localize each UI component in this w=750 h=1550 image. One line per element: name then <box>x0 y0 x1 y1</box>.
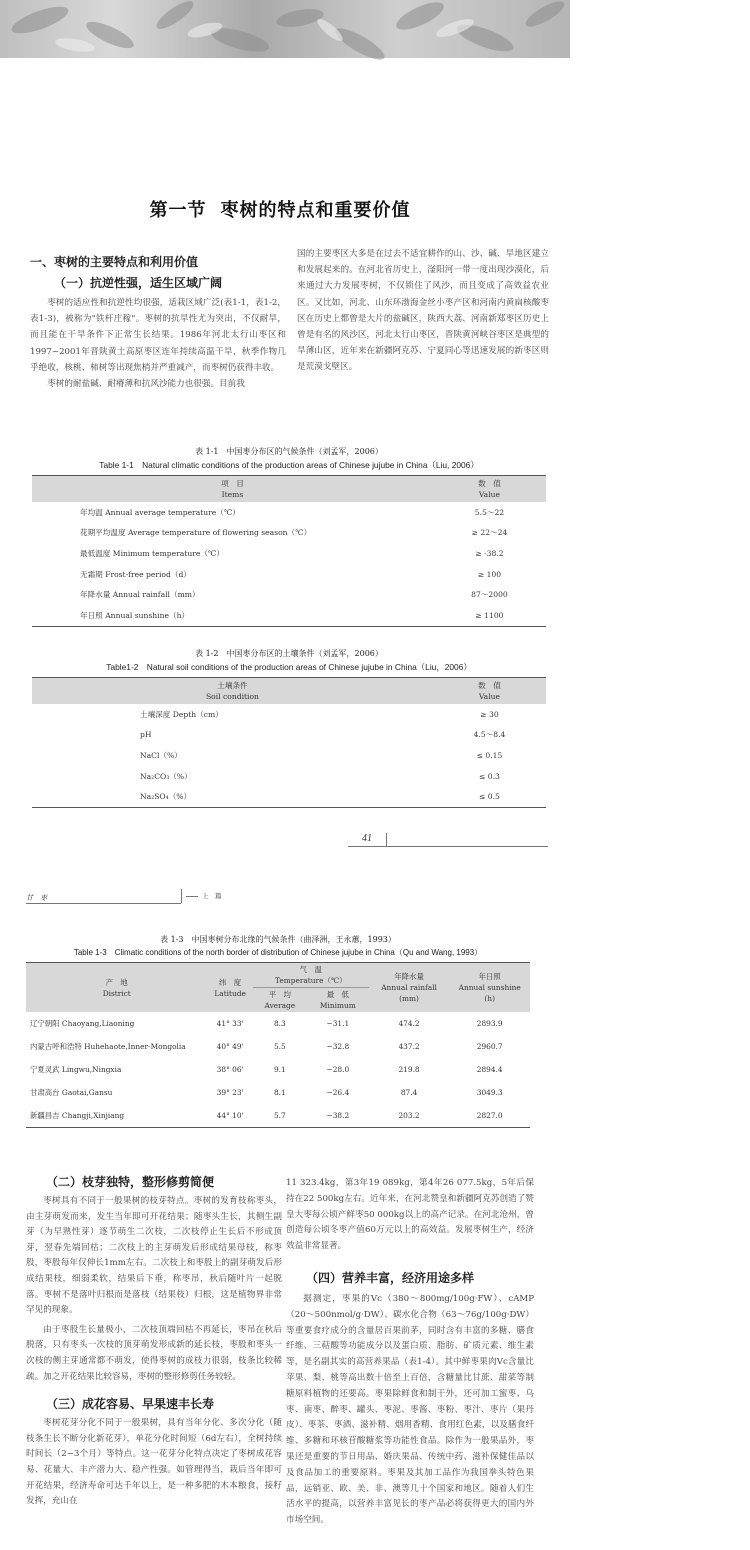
table-row: 无霜期 Frost-free period（d） ≥ 100 <box>80 569 502 579</box>
soil-table <box>32 678 546 807</box>
table-1-3 <box>26 934 530 1128</box>
column-header: Value <box>478 490 501 499</box>
column-header: 数 值 <box>478 479 501 488</box>
column-header: 产 地 <box>105 977 128 987</box>
table-row: 年均温 Annual average temperature（℃） 5.5～22 <box>80 507 505 517</box>
right-column <box>297 246 549 376</box>
page-number: 41 <box>362 833 372 844</box>
heading-main-features: 一、枣树的主要特点和利用价值 <box>30 255 199 269</box>
column-header: Temperature（℃） <box>275 976 347 985</box>
running-head-tick <box>186 896 198 897</box>
column-header: 纬 度 <box>219 977 242 987</box>
table-row: pH 4.5～8.4 <box>140 730 506 740</box>
footer-divider <box>386 833 387 847</box>
column-header: 项 目 <box>221 479 244 488</box>
table-row: 新疆昌吉 Changji,Xinjiang 44° 10' 5.7 −38.2 203.2 2827.0 <box>30 1111 503 1120</box>
running-head-rule <box>26 903 181 904</box>
bottom-right-column <box>286 1176 534 1550</box>
column-header: (h) <box>484 994 495 1003</box>
column-header: 土壤条件 <box>217 681 248 690</box>
climate-table <box>32 476 546 626</box>
table-row: 最低温度 Minimum temperature（℃） ≥ -38.2 <box>80 548 504 558</box>
column-header: 年日照 <box>478 972 501 981</box>
table-row: 辽宁朝阳 Chaoyang,Liaoning 41° 33' 8.3 −31.1 474.2 2893.9 <box>30 1019 503 1028</box>
table-row: 内蒙古呼和浩特 Huhehaote,Inner-Mongolia 40° 49' 5.5 −32.8 437.2 2960.7 <box>30 1042 503 1051</box>
section-number: 第一节 <box>149 200 207 221</box>
footer-rule <box>348 846 548 847</box>
column-header: Average <box>264 1001 296 1010</box>
paragraph: 由于枣股生长量极小，二次枝顶端回枯不再延长，枣吊在秋后脱落，只有枣头一次枝的顶芽萌发形成新的延长枝，枣股和枣头一次枝的侧主芽通常都不萌发，使得枣树的成枝力很弱，枝条比较稀疏。加之开花结果比较容易，枣树的整形修剪任务较轻。 <box>26 1324 282 1382</box>
table-row: 年降水量 Annual rainfall（mm） 87～2000 <box>80 590 508 600</box>
column-header: (mm) <box>399 994 419 1003</box>
header-banner-image <box>0 0 570 58</box>
column-header: Latitude <box>214 988 246 998</box>
table-row: Na₂CO₃（%） ≤ 0.3 <box>140 771 500 781</box>
table-1-1 <box>32 446 546 627</box>
running-head-right: 上 篇 <box>202 892 222 900</box>
column-header: Annual rainfall <box>381 983 437 992</box>
table-caption-cn: 表 1-1 中国枣分布区的气候条件（刘孟军，2006） <box>195 447 383 456</box>
table-caption-cn: 表 1-3 中国枣树分布北缘的气候条件（曲泽洲，王永蕙，1993） <box>160 935 396 944</box>
column-header: 年降水量 <box>394 972 424 981</box>
paragraph: 枣树具有不同于一般果树的枝芽特点。枣树的发育枝称枣头，由主芽萌发而来，发生当年即可开花结果；随枣头生长，其侧生副芽（为早熟性芽）逐节萌生二次枝，二次枝停止生长后不形成顶芽，翌春先端回枯；二次枝上的主芽萌发后形成结果母枝，称枣股，枣股每年仅伸长1mm左右。二次枝上和枣股上的副芽萌发后形成结果枝，细弱柔软，结果后下垂，称枣吊，秋后随叶片一起脱落。枣树不是落叶归根而是落枝（结果枝）归根，这是植物界非常罕见的现象。 <box>26 1196 282 1316</box>
column-header: 数 值 <box>478 681 501 690</box>
column-header: Items <box>221 490 244 499</box>
table-row: Na₂SO₄（%） ≤ 0.5 <box>140 792 500 802</box>
column-header: 最 低 <box>326 990 349 999</box>
column-header: Annual sunshine <box>458 983 521 992</box>
table-caption-en: Table 1-1 Natural climatic conditions of the production areas of Chinese jujube in China（Liu, 2006） <box>99 460 479 470</box>
running-head-divider <box>181 889 182 903</box>
table-row: 宁夏灵武 Lingwu,Ningxia 38° 06' 9.1 −28.0 219.8 2894.4 <box>30 1065 503 1074</box>
section-title <box>0 196 560 222</box>
north-border-table <box>26 963 530 1127</box>
column-header: Soil condition <box>205 692 259 701</box>
table-row: NaCl（%） ≤ 0.15 <box>140 750 503 760</box>
subheading-nutrition: （四）营养丰富，经济用途多样 <box>306 1270 475 1285</box>
paragraph: 枣树花芽分化不同于一般果树，具有当年分化、多次分化（随枝条生长不断分化新花芽），单花分化时间短（6d左右），全树持续时间长（2~3个月）等特点。这一花芽分化特点决定了枣树成花容易、花量大、丰产潜力大、稳产性强。如管理得当，栽后当年即可开花结果，经济寿命可达千年以上，是一种多肥的木本粮食，接籽发挥，充山在 <box>26 1418 282 1507</box>
paragraph: 据测定，枣果的Vc（380～800mg/100g·FW）、cAMP（20～500nmol/g·DW）、碳水化合物（63～76g/100g·DW）等重要食疗成分的含量居百果前茅，同时含有丰富的多糖、膳食纤维、三萜酸等功能成分以及蛋白质、脂肪、矿质元素、维生素等，是名副其实的高营养果品（表1-4）。其中鲜枣果肉Vc含量比苹果、梨、桃等高出数十倍至上百倍，含糖量比甘蔗、甜菜等制糖原料植物的还要高。枣果除鲜食和制干外，还可加工蜜枣、乌枣、南枣、醉枣、罐头、枣泥、枣酱、枣粉、枣汁、枣片（果丹皮）、枣茶、枣酒、滋补精、烟用香精、食用红色素，以及膳食纤维、多糖和环核苷酸糖浆等功能性食品。除作为一般果品外，枣果还是重要的节日用品、婚庆果品、传统中药、滋补保健佳品以及食品加工的重要原料。枣果及其加工品作为我国拳头特色果品，远销亚、欧、美、非、澳等几十个国家和地区。随着人们生活水平的提高，以营养丰富见长的枣产品必将获得更大的国内外市场空间。 <box>286 1293 534 1526</box>
subheading-flowering: （三）成花容易、早果速丰长寿 <box>46 1397 215 1412</box>
table-row: 土壤深度 Depth（cm） ≥ 30 <box>140 709 499 719</box>
column-header: 气 温 <box>299 965 322 974</box>
column-header: 平 均 <box>268 990 291 999</box>
paragraph: 枣树的耐盐碱、耐瘠薄和抗风沙能力也很强。目前我 <box>47 379 245 390</box>
subheading-branches: （二）枝芽独特，整形修剪简便 <box>46 1175 215 1189</box>
table-row: 甘肃高台 Gaotai,Gansu 39° 23' 8.1 −26.4 87.4 3049.3 <box>30 1088 503 1097</box>
table-caption-cn: 表 1-2 中国枣分布区的土壤条件（刘孟军，2006） <box>195 649 383 658</box>
table-row: 花期平均温度 Average temperature of flowering season（℃） ≥ 22～24 <box>80 528 508 538</box>
section-title-text: 枣树的特点和重要价值 <box>220 200 411 221</box>
paragraph: 枣树的适应性和抗逆性均很强，适栽区域广泛(表1-1，表1-2，表1-3)，被称为"铁杆庄稼"。枣树的抗旱性尤为突出，不仅耐旱，而且能在干旱条件下正常生长结果。1986年河北太行山枣区和1997~2001年晋陕黄土高原枣区连年持续高温干旱，秋季作物几乎绝收，核桃、柿树等出现焦梢并严重减产，而枣树仍获得丰收。 <box>30 298 286 373</box>
table-1-2 <box>32 648 546 808</box>
running-head-left: 甘 枣 <box>26 894 47 902</box>
column-header: District <box>102 988 131 998</box>
bottom-left-column <box>26 1173 282 1507</box>
column-header: Value <box>478 692 501 701</box>
left-column <box>30 253 286 392</box>
table-row: 年日照 Annual sunshine（h） ≥ 1100 <box>80 610 504 620</box>
subheading-adaptability: （一）抗逆性强，适生区域广阔 <box>54 276 223 290</box>
table-caption-en: Table 1-3 Climatic conditions of the north border of distribution of Chinese jujube in China（Qu and Wang, 1993） <box>73 948 483 957</box>
paragraph: 国的主要枣区大多是在过去不适宜耕作的山、沙、碱、旱地区建立和发展起来的。在河北省历史上，滏阳河一带一度出现沙漠化，后来通过大力发展枣树，不仅锁住了风沙，而且变成了高效益农业区。又比如，河北、山东环渤海金丝小枣产区和河南内黄扁核酸枣区在历史上都曾是大片的盐碱区，陕西大荔、河南新郑枣区历史上曾是有名的风沙区，河北太行山枣区，晋陕黄河峡谷枣区是典型的旱薄山区，近年来在新疆阿克苏、宁夏同心等迅速发展的新枣区则是荒漠戈壁区。 <box>297 249 549 373</box>
paragraph: 11 323.4kg，第3年19 089kg，第4年26 077.5kg，5年后保持在22 500kg左右。近年来，在河北赞皇和新疆阿克苏创造了赞皇大枣每公顷产鲜枣50 000kg以上的高产记录。在河北沧州，曾创造每公顷冬枣产值60万元以上的高效益。发展枣树生产，经济效益非常显著。 <box>286 1178 534 1252</box>
column-header: Minimum <box>319 1001 356 1010</box>
table-caption-en: Table1-2 Natural soil conditions of the production areas of Chinese jujube in China（Liu，2006） <box>106 662 472 672</box>
